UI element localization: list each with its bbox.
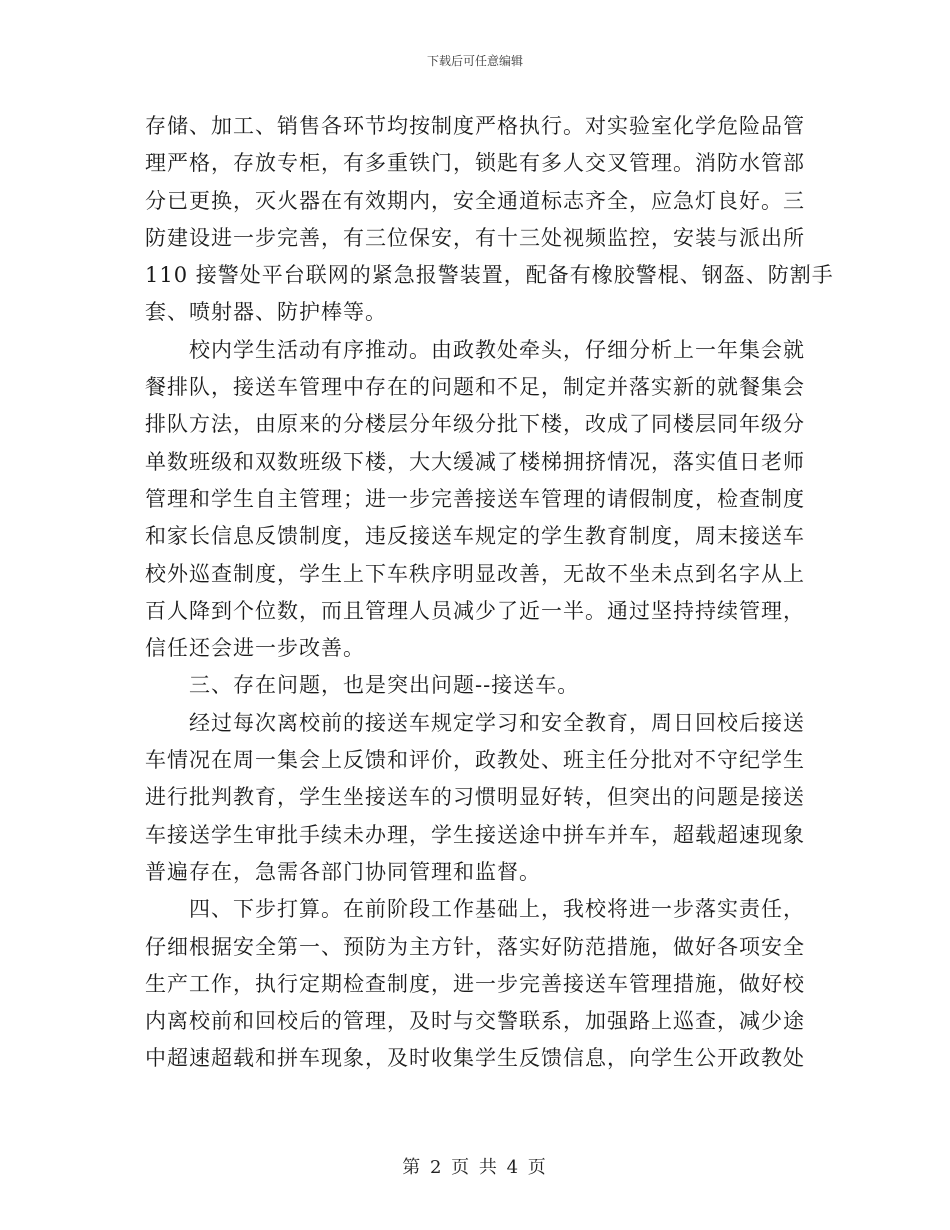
text-line: 内离校前和回校后的管理，及时与交警联系，加强路上巡查，减少途 bbox=[145, 1009, 805, 1034]
text-line: 理严格，存放专柜，有多重铁门，锁匙有多人交叉管理。消防水管部 bbox=[145, 151, 805, 176]
text-line: 车接送学生审批手续未办理，学生接送途中拼车并车，超载超速现象 bbox=[145, 822, 805, 847]
text-line: 车情况在周一集会上反馈和评价，政教处、班主任分批对不守纪学生 bbox=[145, 748, 805, 773]
page-header: 下载后可任意编辑 bbox=[426, 54, 523, 68]
text-line: 中超速超载和拼车现象，及时收集学生反馈信息，向学生公开政教处 bbox=[145, 1046, 805, 1071]
text-line: 校外巡查制度，学生上下车秩序明显改善，无故不坐未点到名字从上 bbox=[145, 561, 805, 586]
text-line: 生产工作，执行定期检查制度，进一步完善接送车管理措施，做好校 bbox=[145, 971, 805, 996]
text-line: 110 接警处平台联网的紧急报警装置，配备有橡胶警棍、钢盔、防割手 bbox=[145, 263, 834, 288]
paragraph-safety-facilities bbox=[145, 108, 834, 332]
section-heading-problems bbox=[145, 667, 805, 704]
text-line: 存储、加工、销售各环节均按制度严格执行。对实验室化学危险品管 bbox=[145, 114, 805, 138]
text-line: 排队方法，由原来的分楼层分年级分批下楼，改成了同楼层同年级分 bbox=[145, 412, 805, 437]
text-line: 进行批判教育，学生坐接送车的习惯明显好转，但突出的问题是接送 bbox=[145, 785, 805, 810]
paragraph-problems bbox=[145, 705, 805, 891]
paragraph-next-steps bbox=[145, 891, 805, 1077]
text-line: 分已更换，灭火器在有效期内，安全通道标志齐全，应急灯良好。三 bbox=[145, 188, 805, 213]
text-line: 餐排队，接送车管理中存在的问题和不足，制定并落实新的就餐集会 bbox=[145, 375, 805, 400]
text-line: 四、下步打算。在前阶段工作基础上，我校将进一步落实责任， bbox=[145, 897, 805, 922]
text-line: 三、存在问题，也是突出问题--接送车。 bbox=[145, 673, 580, 698]
text-line: 防建设进一步完善，有三位保安，有十三处视频监控，安装与派出所 bbox=[145, 225, 805, 250]
text-line: 信任还会进一步改善。 bbox=[145, 636, 365, 661]
paragraph-student-activities bbox=[145, 332, 805, 668]
text-line: 校内学生活动有序推动。由政教处牵头，仔细分析上一年集会就 bbox=[145, 337, 805, 362]
text-line: 百人降到个位数，而且管理人员减少了近一半。通过坚持持续管理， bbox=[145, 598, 805, 623]
text-line: 管理和学生自主管理；进一步完善接送车管理的请假制度，检查制度 bbox=[145, 486, 805, 511]
text-line: 经过每次离校前的接送车规定学习和安全教育，周日回校后接送 bbox=[145, 710, 805, 735]
text-line: 单数班级和双数班级下楼，大大缓减了楼梯拥挤情况，落实值日老师 bbox=[145, 449, 805, 474]
text-line: 套、喷射器、防护棒等。 bbox=[145, 300, 387, 325]
page-number: 第 2 页 共 4 页 bbox=[402, 1157, 548, 1178]
document-body bbox=[145, 108, 834, 1078]
text-line: 和家长信息反馈制度，违反接送车规定的学生教育制度，周末接送车 bbox=[145, 524, 805, 549]
text-line: 普遍存在，急需各部门协同管理和监督。 bbox=[145, 859, 541, 884]
text-line: 仔细根据安全第一、预防为主方针，落实好防范措施，做好各项安全 bbox=[145, 934, 805, 959]
